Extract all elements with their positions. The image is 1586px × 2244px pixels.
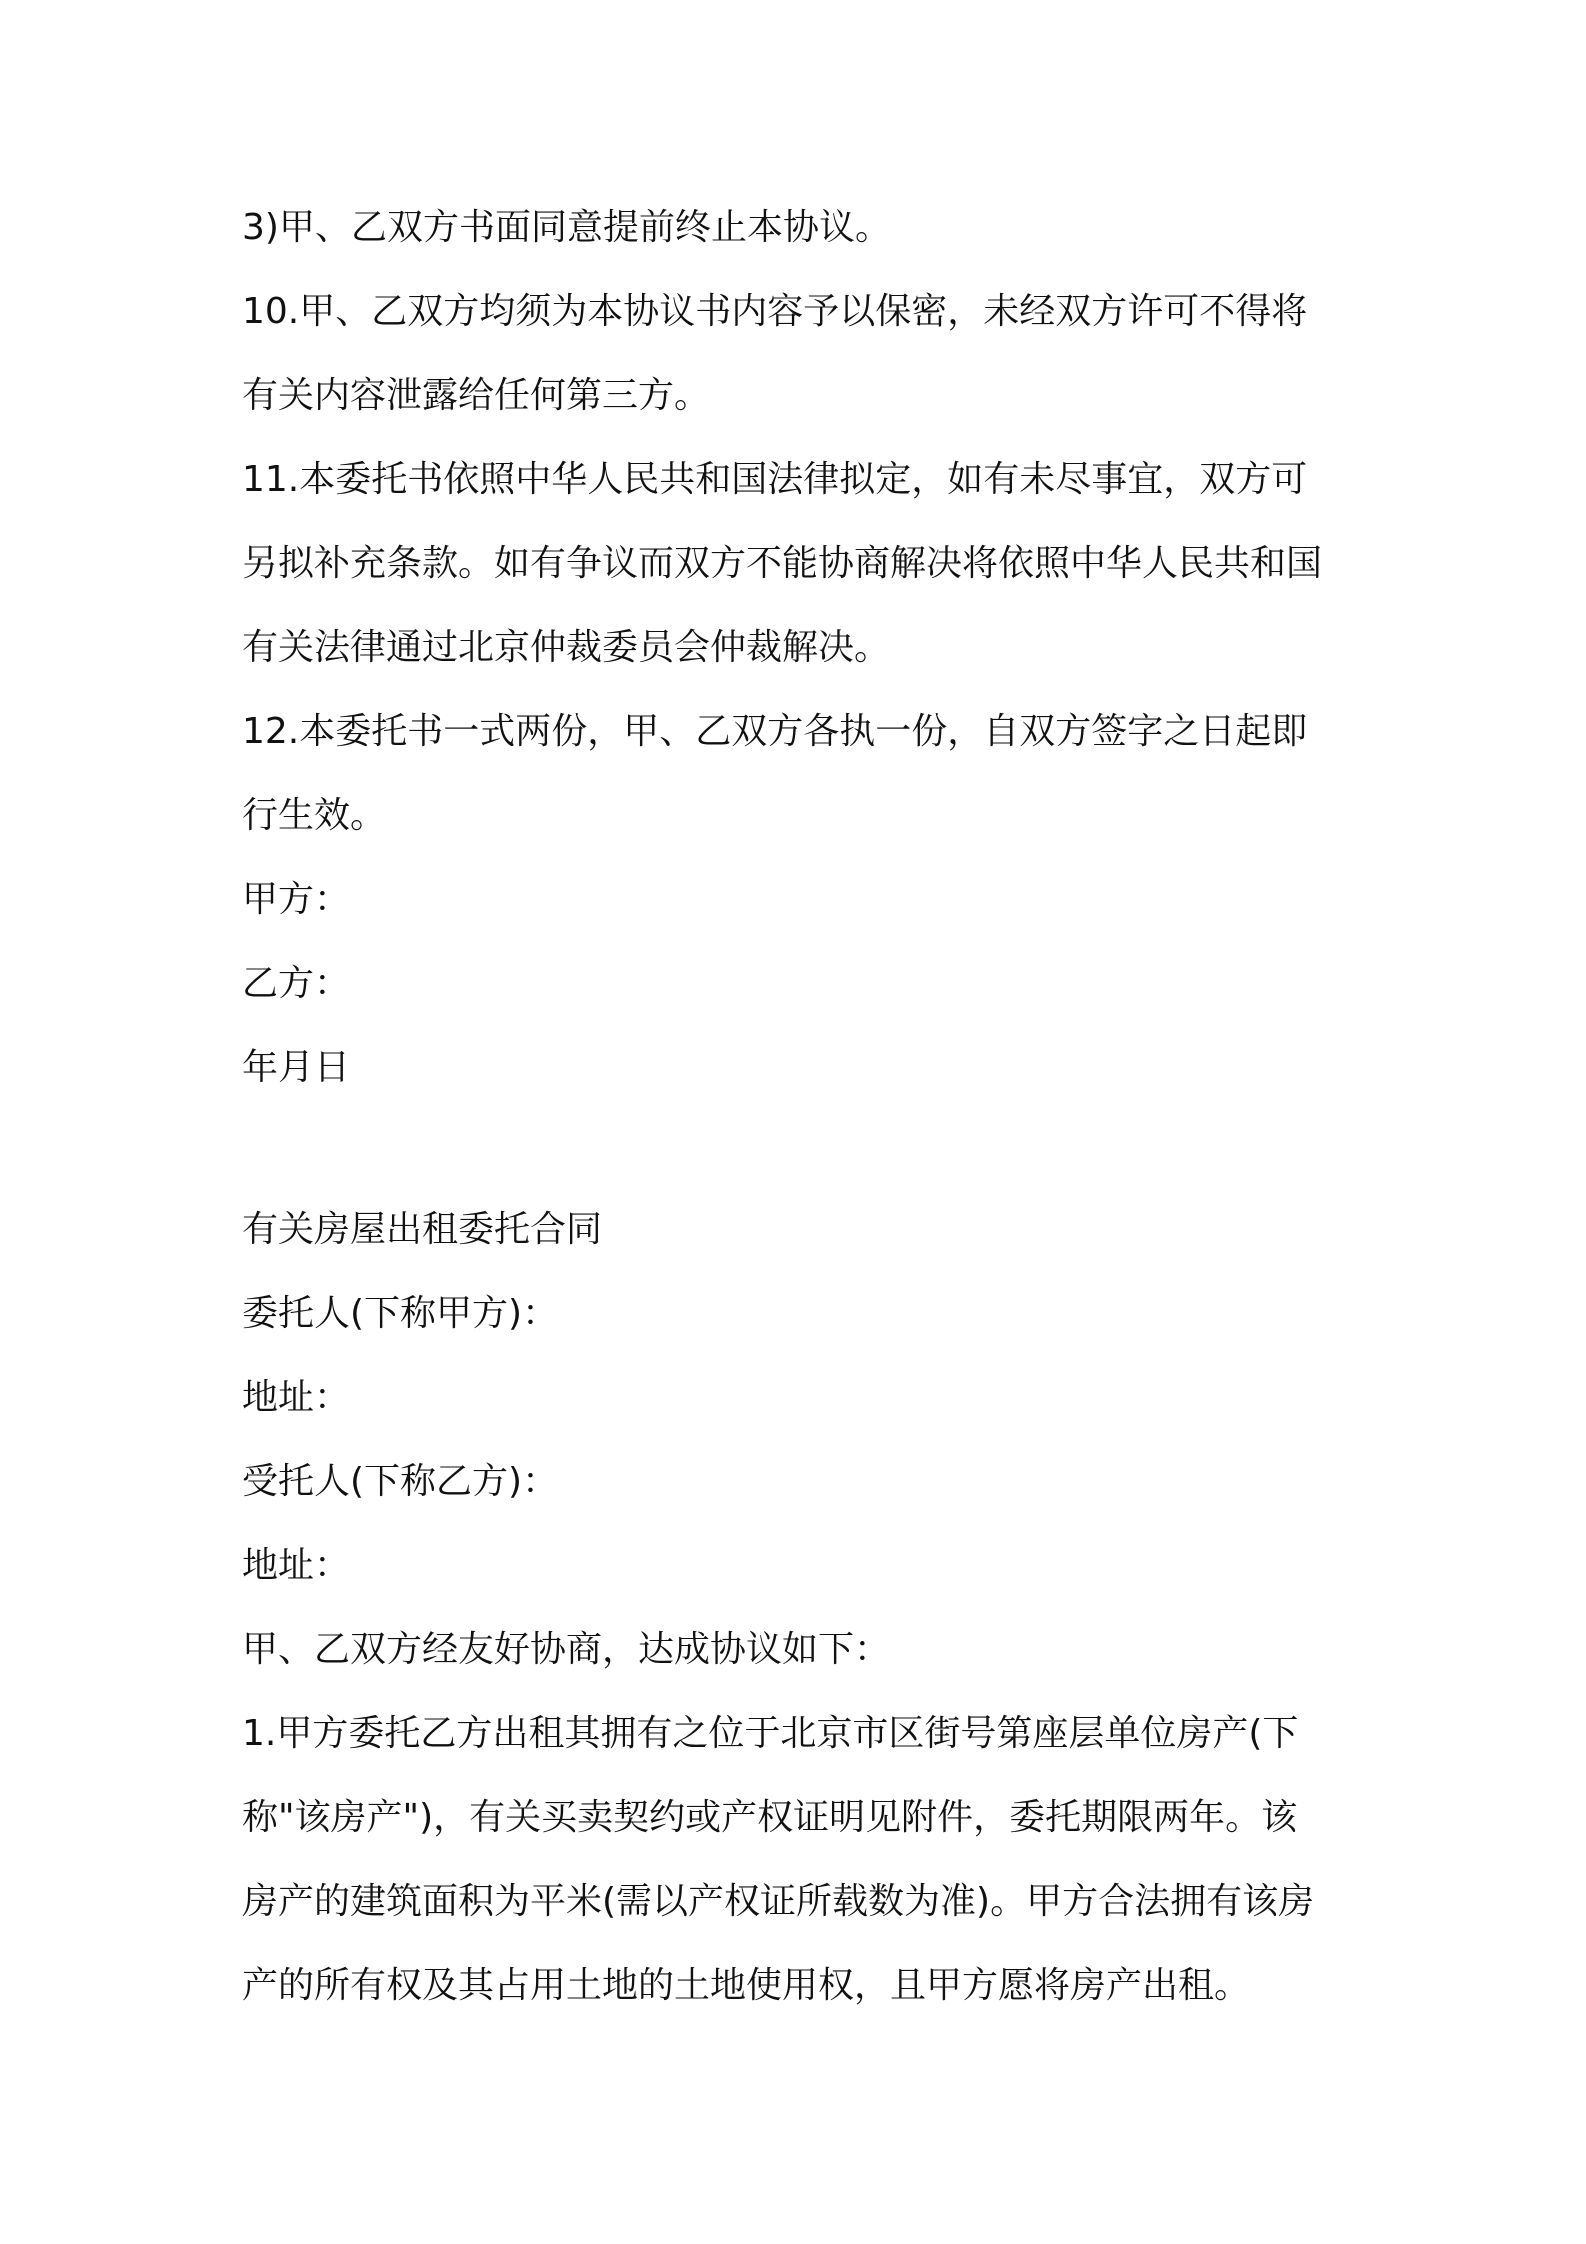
address-label: 地址：	[242, 1545, 351, 1586]
text-line: 1.甲方委托乙方出租其拥有之位于北京市区街号第座层单位房产(下	[242, 1713, 1299, 1754]
document-body-part2	[242, 1188, 1362, 2028]
text-line: 有关内容泄露给任何第三方。	[242, 375, 711, 416]
text-line: 称"该房产")，有关买卖契约或产权证明见附件，委托期限两年。该	[242, 1797, 1298, 1838]
agent-label: 受托人(下称乙方)：	[242, 1461, 559, 1502]
text-line: 12.本委托书一式两份，甲、乙双方各执一份，自双方签字之日起即	[242, 711, 1308, 752]
principal-label: 委托人(下称甲方)：	[242, 1293, 559, 1334]
text-line: 另拟补充条款。如有争议而双方不能协商解决将依照中华人民共和国	[242, 543, 1323, 584]
text-line: 产的所有权及其占用土地的土地使用权，且甲方愿将房产出租。	[242, 1965, 1251, 2006]
text-line: 行生效。	[242, 795, 387, 836]
address-label: 地址：	[242, 1377, 351, 1418]
text-line: 11.本委托书依照中华人民共和国法律拟定，如有未尽事宜，双方可	[242, 459, 1308, 500]
party-b-signature-label: 乙方：	[242, 963, 351, 1004]
text-line: 有关法律通过北京仲裁委员会仲裁解决。	[242, 627, 891, 668]
text-line: 3)甲、乙双方书面同意提前终止本协议。	[242, 207, 891, 248]
date-label: 年月日	[242, 1047, 351, 1088]
document-body-part1	[242, 186, 1362, 1110]
text-line: 甲、乙双方经友好协商，达成协议如下：	[242, 1629, 891, 1670]
contract-title: 有关房屋出租委托合同	[242, 1209, 603, 1250]
text-line: 房产的建筑面积为平米(需以产权证所载数为准)。甲方合法拥有该房	[242, 1881, 1315, 1922]
text-line: 10.甲、乙双方均须为本协议书内容予以保密，未经双方许可不得将	[242, 291, 1308, 332]
party-a-signature-label: 甲方：	[242, 879, 351, 920]
